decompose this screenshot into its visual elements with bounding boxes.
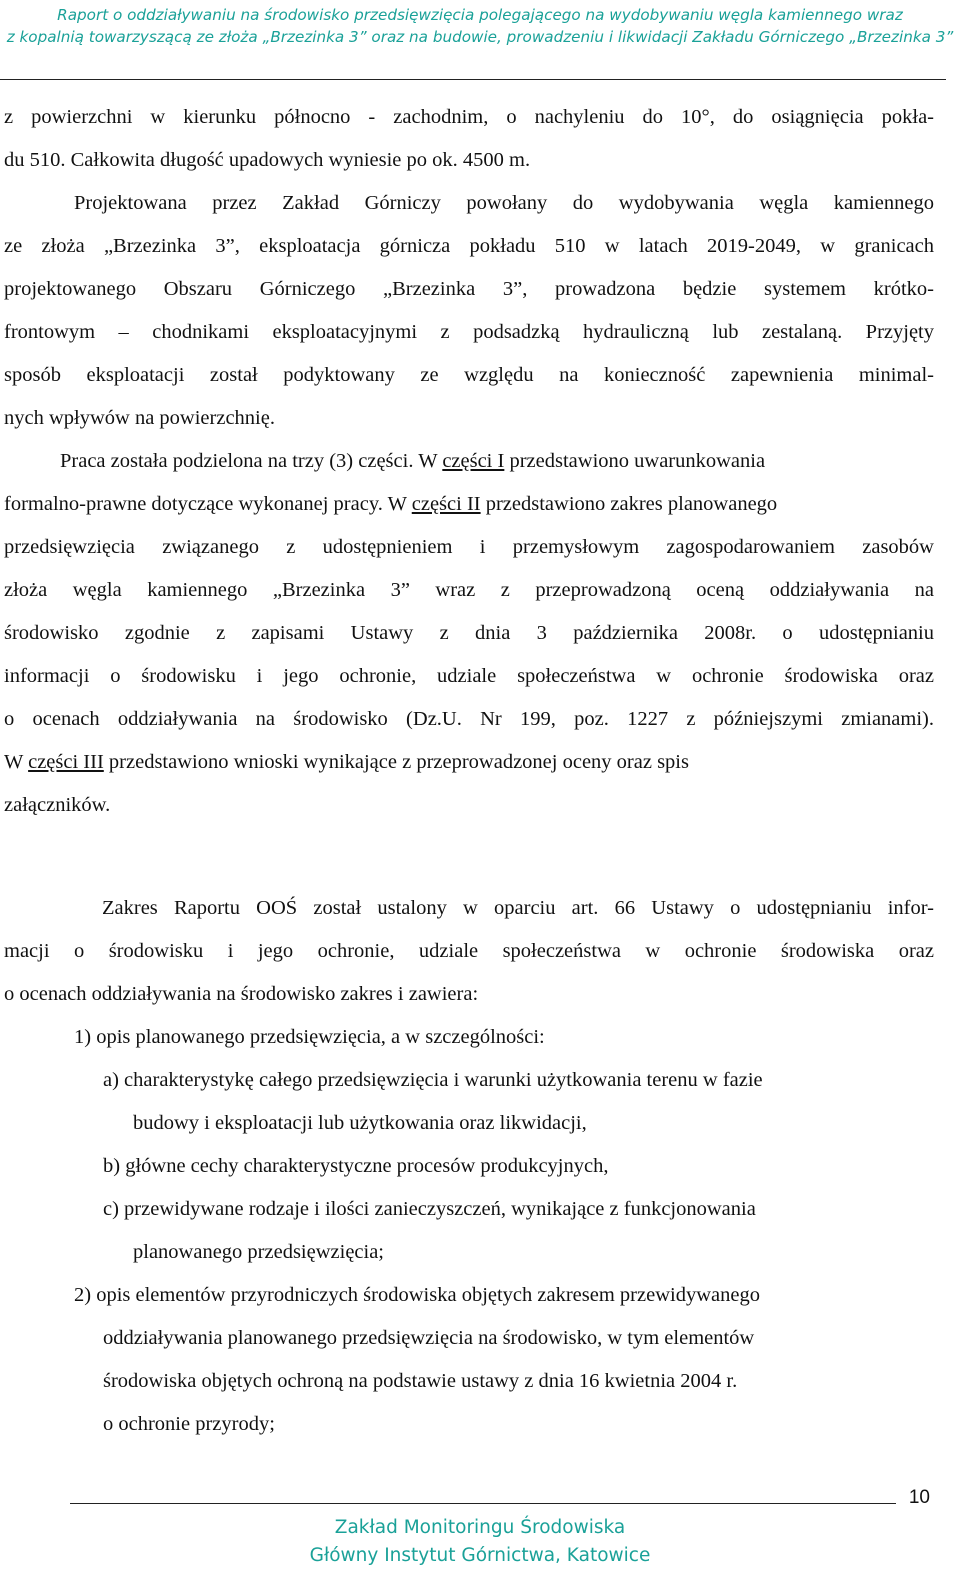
header-rule [0,79,946,80]
text-line: frontowym – chodnikami eksploatacyjnymi z podsadzką hydrauliczną lub zestalaną. Przyjęty [4,321,934,343]
text-line: ze złoża „Brzezinka 3”, eksploatacja górnicza pokładu 510 w latach 2019-2049, w granicach [4,235,934,257]
text-line [4,749,934,775]
text-line: macji o środowisku i jego ochronie, udziale społeczeństwa w ochronie środowiska oraz [4,940,934,962]
list-item: c) przewidywane rodzaje i ilości zanieczyszczeń, wynikające z funkcjonowania [103,1198,756,1220]
section-ref-part-2: części II [411,493,481,515]
section-ref-part-1: części I [442,450,505,472]
list-item: a) charakterystykę całego przedsięwzięcia i warunki użytkowania terenu w fazie [103,1069,763,1091]
text-line: informacji o środowisku i jego ochronie, udziale społeczeństwa w ochronie środowiska oraz [4,665,934,687]
text-span: formalno-prawne dotyczące wykonanej pracy. W [4,493,412,515]
text-span: Praca została podzielona na trzy (3) części. W [60,450,443,472]
list-item: oddziaływania planowanego przedsięwzięcia na środowisko, w tym elementów [103,1327,755,1349]
text-line: o ocenach oddziaływania na środowisko (Dz.U. Nr 199, poz. 1227 z późniejszymi zmianami). [4,708,934,730]
header-line-1: Raport o oddziaływaniu na środowisko przedsięwzięcia polegającego na wydobywaniu węgla kamiennego wraz [57,6,903,24]
text-span: przedstawiono zakres planowanego [480,493,778,515]
page-number: 10 [908,1487,930,1508]
text-line: sposób eksploatacji został podyktowany ze względu na konieczność zapewnienia minimal- [4,364,934,386]
list-item: 2) opis elementów przyrodniczych środowiska objętych zakresem przewidywanego [74,1284,760,1306]
text-line: z powierzchni w kierunku północno - zachodnim, o nachyleniu do 10°, do osiągnięcia pokła- [4,106,934,128]
text-span: przedstawiono wnioski wynikające z przeprowadzonej oceny oraz spis [103,751,689,773]
text-line: nych wpływów na powierzchnię. [4,407,275,429]
footer-rule [70,1503,896,1504]
list-item: planowanego przedsięwzięcia; [133,1241,385,1263]
list-item: 1) opis planowanego przedsięwzięcia, a w szczególności: [74,1026,545,1048]
section-ref-part-3: części III [28,751,104,773]
text-line: Zakres Raportu OOŚ został ustalony w oparciu art. 66 Ustawy o udostępnianiu infor- [102,897,934,919]
text-line [4,491,934,517]
text-line: o ocenach oddziaływania na środowisko zakres i zawiera: [4,983,479,1005]
list-item: budowy i eksploatacji lub użytkowania oraz likwidacji, [133,1112,587,1134]
header-line-2: z kopalnią towarzyszącą ze złoża „Brzezinka 3” oraz na budowie, prowadzeniu i likwidacji Zakładu Górniczego „Brzezinka 3” [6,28,954,46]
footer-line-2: Główny Instytut Górnictwa, Katowice [309,1545,651,1566]
text-line: załączników. [4,794,111,816]
text-span: przedstawiono uwarunkowania [504,450,766,472]
text-line [60,448,934,474]
footer-line-1: Zakład Monitoringu Środowiska [334,1517,626,1538]
running-header [0,0,960,48]
text-line: Projektowana przez Zakład Górniczy powołany do wydobywania węgla kamiennego [74,192,934,214]
text-span: W [4,751,29,773]
text-line: złoża węgla kamiennego „Brzezinka 3” wraz z przeprowadzoną oceną oddziaływania na [4,579,934,601]
list-item: środowiska objętych ochroną na podstawie ustawy z dnia 16 kwietnia 2004 r. [103,1370,738,1392]
list-item: o ochronie przyrody; [103,1413,275,1435]
text-line: środowisko zgodnie z zapisami Ustawy z dnia 3 października 2008r. o udostępnianiu [4,622,934,644]
text-line: du 510. Całkowita długość upadowych wyniesie po ok. 4500 m. [4,149,531,171]
text-line: przedsięwzięcia związanego z udostępnieniem i przemysłowym zagospodarowaniem zasobów [4,536,934,558]
text-line: projektowanego Obszaru Górniczego „Brzezinka 3”, prowadzona będzie systemem krótko- [4,278,934,300]
list-item: b) główne cechy charakterystyczne procesów produkcyjnych, [103,1155,609,1177]
